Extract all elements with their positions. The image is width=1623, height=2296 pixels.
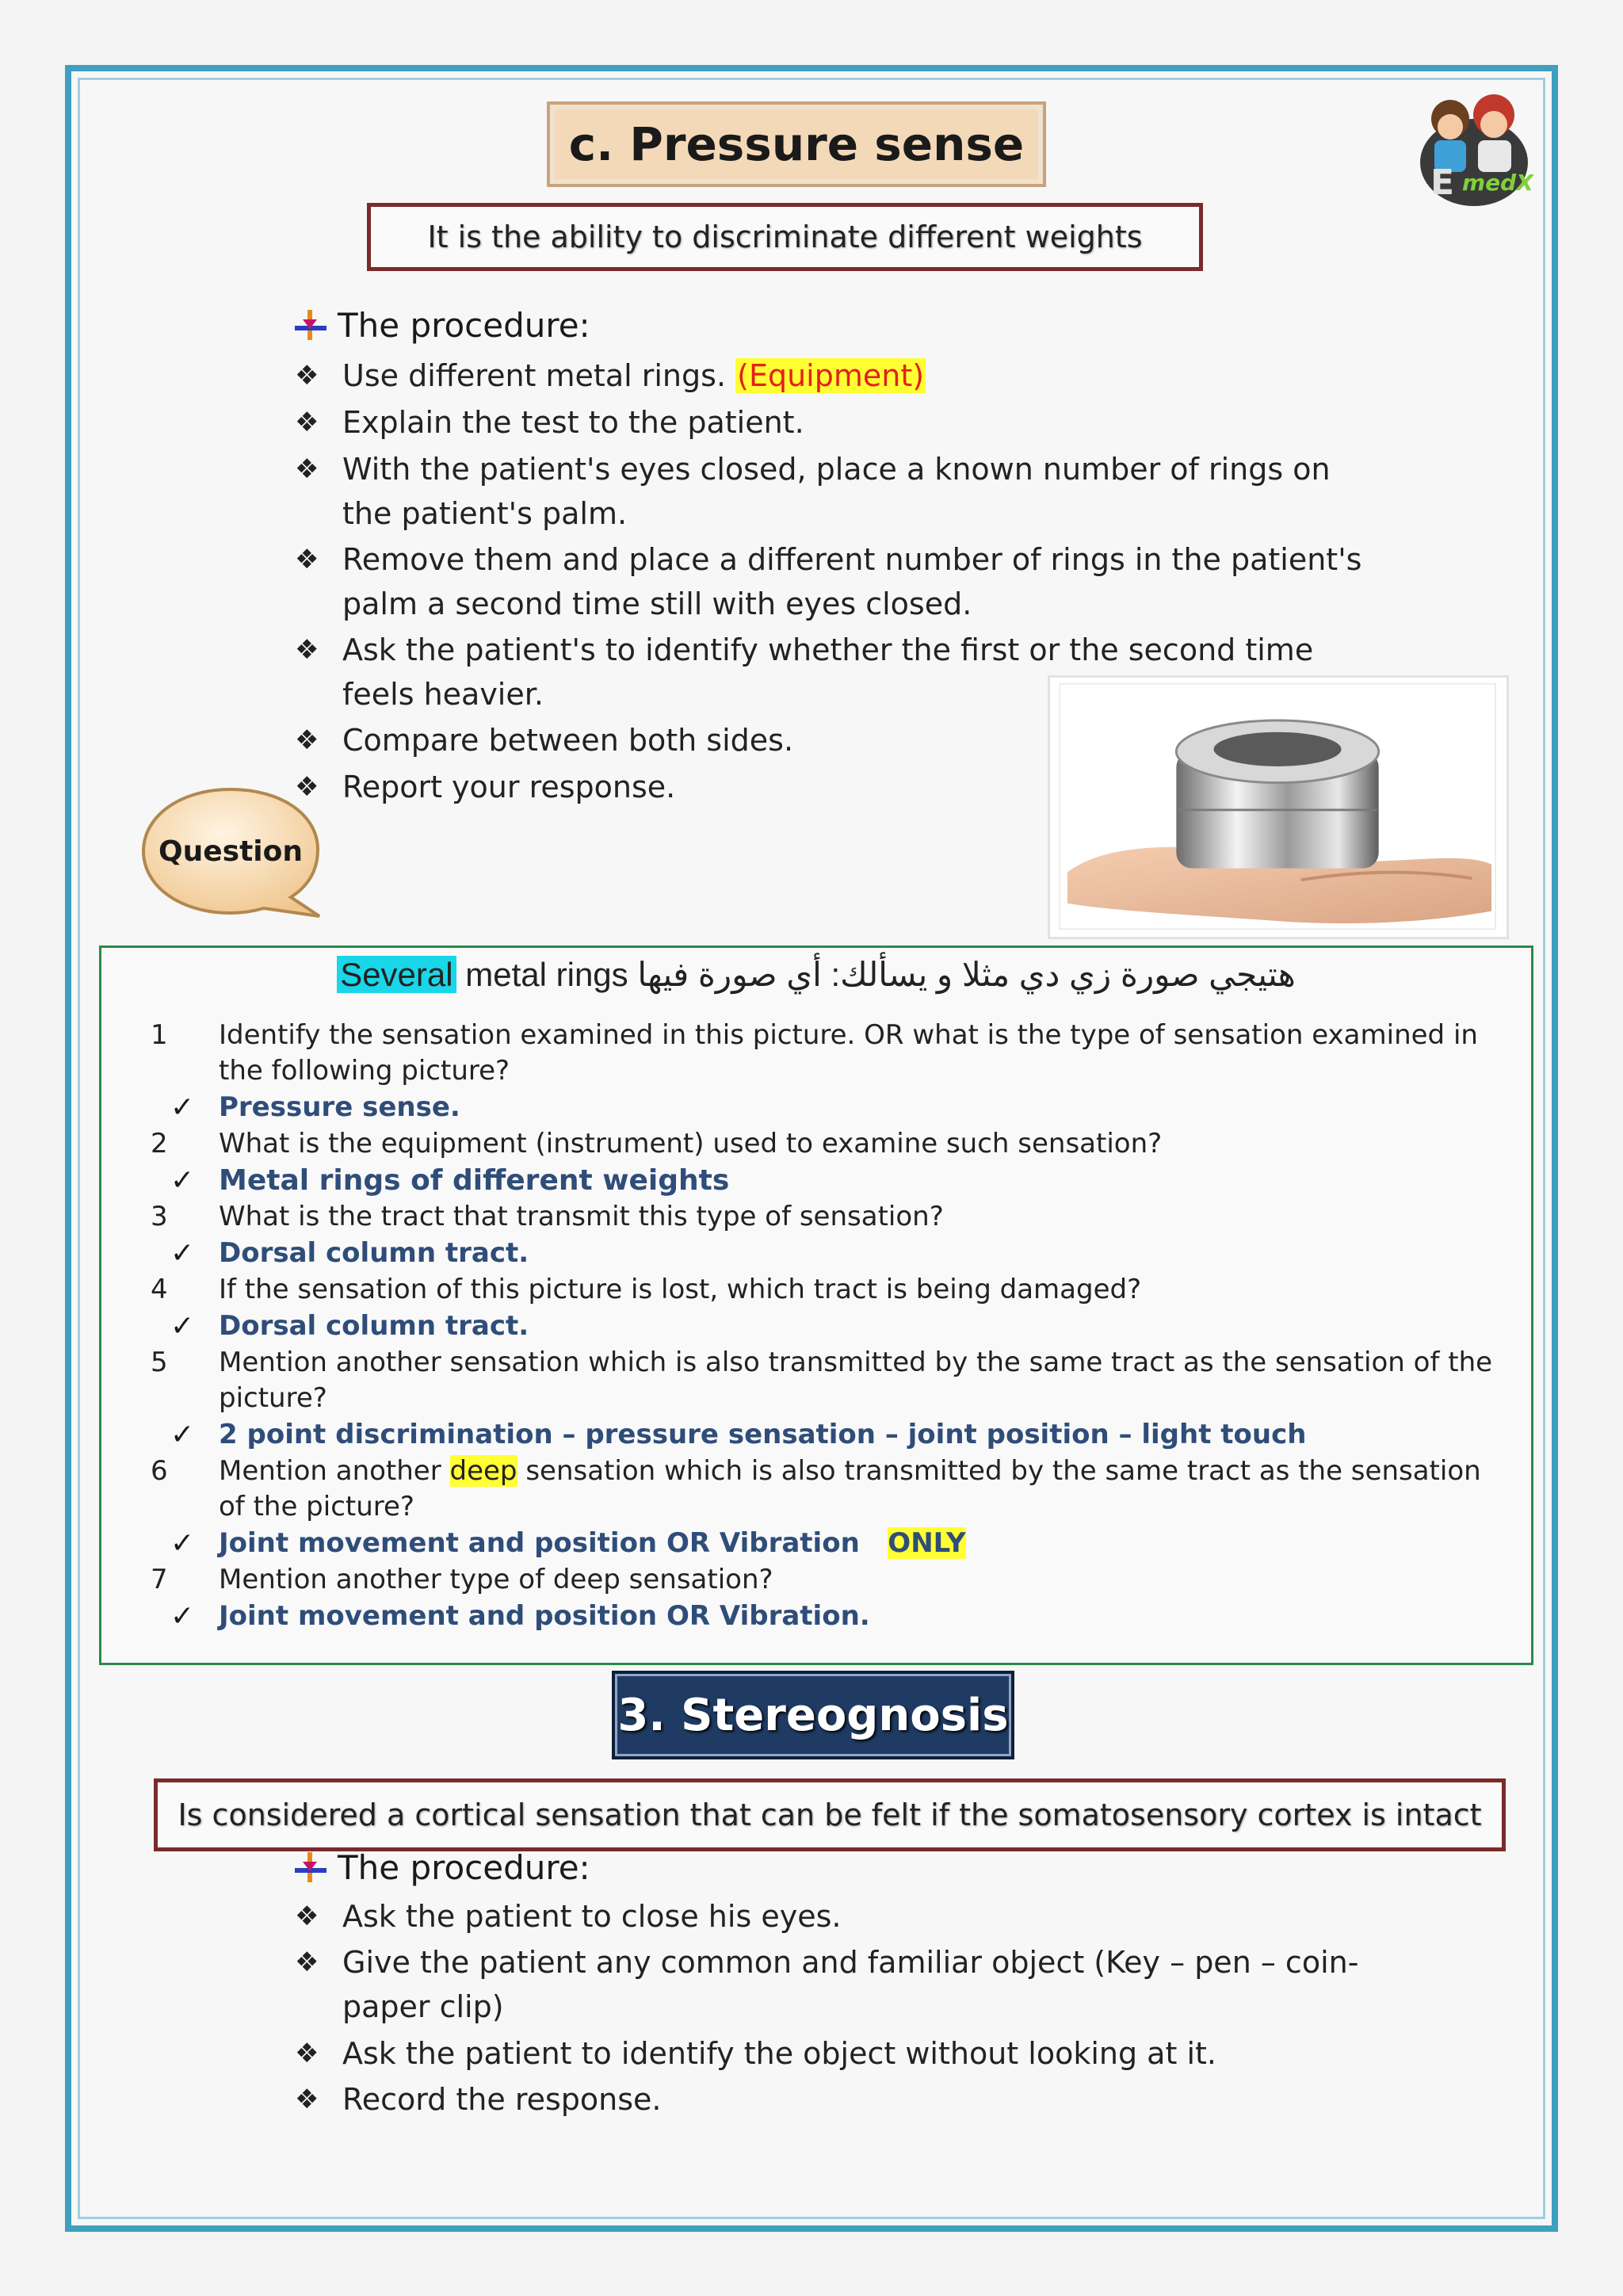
question-text: Mention another type of deep sensation? [219,1564,773,1595]
question-number: 7 [151,1564,168,1595]
question-text: If the sensation of this picture is lost, which tract is being damaged? [219,1274,1142,1305]
question-text-part: Mention another [219,1455,450,1487]
step-text: Explain the test to the patient. [342,405,804,440]
diamond-bullet-icon: ❖ [295,453,319,485]
metal-rings-photo [1048,675,1509,939]
list-item [295,2077,1388,2122]
check-icon: ✓ [170,1091,195,1124]
check-icon: ✓ [170,1527,195,1560]
diamond-bullet-icon: ❖ [295,2038,319,2069]
answer-text: Dorsal column tract. [219,1237,529,1269]
diamond-bullet-icon: ❖ [295,1901,319,1932]
list-item [295,718,1056,762]
svg-text:E: E [1430,162,1455,203]
step-text: Ask the patient's to identify whether the first or the second time feels heavier. [342,632,1314,712]
question-label: Question [158,835,303,868]
diamond-bullet-icon: ❖ [295,544,319,575]
medx-logo [1415,83,1533,214]
definition-text: Is considered a cortical sensation that can be felt if the somatosensory cortex is intact [178,1797,1482,1832]
diamond-bullet-icon: ❖ [295,360,319,392]
questions-title-rest: metal rings [456,956,628,993]
question-text-part: sensation which is also transmitted by the same tract as the sensation of the picture? [219,1455,1481,1522]
question-text: Identify the sensation examined in this picture. OR what is the type of sensation examined in the following picture? [219,1019,1478,1087]
equipment-highlight: (Equipment) [737,358,925,393]
check-icon: ✓ [170,1419,195,1451]
question-number: 5 [151,1347,168,1378]
diamond-bullet-icon: ❖ [295,634,319,666]
list-item [295,1894,1388,1939]
questions-title [99,955,1533,994]
step-text: Ask the patient to close his eyes. [342,1899,842,1934]
step-text: Remove them and place a different number of rings in the patient's palm a second time still with eyes closed. [342,542,1362,621]
procedure-heading [293,1848,590,1887]
check-icon: ✓ [170,1310,195,1343]
question-number: 3 [151,1201,168,1232]
procedure-heading-text: The procedure: [338,306,590,345]
list-item [295,537,1404,626]
list-item [295,400,1388,445]
procedure-arrow-icon [293,1851,328,1885]
check-icon: ✓ [170,1164,195,1197]
diamond-bullet-icon: ❖ [295,407,319,438]
question-number: 1 [151,1019,168,1051]
question-text [219,1454,1503,1525]
check-icon: ✓ [170,1600,195,1633]
step-text: Ask the patient to identify the object without looking at it. [342,2036,1216,2071]
definition-box [367,203,1203,271]
diamond-bullet-icon: ❖ [295,1946,319,1978]
only-highlight: ONLY [888,1527,966,1559]
procedure-arrow-icon [293,308,328,343]
list-item [295,2031,1388,2076]
step-text: Report your response. [342,770,676,804]
answer-text [219,1526,966,1561]
answer-text: Metal rings of different weights [219,1164,730,1197]
step-text: With the patient's eyes closed, place a known number of rings on the patient's palm. [342,452,1331,531]
procedure-heading-text: The procedure: [338,1848,590,1887]
section-title-pressure-sense [547,101,1046,187]
deep-highlight: deep [449,1455,517,1487]
question-bubble-icon [139,785,323,921]
definition-text: It is the ability to discriminate different weights [427,220,1143,254]
section-title-text: c. Pressure sense [568,117,1025,171]
list-item [295,353,1388,398]
question-text: Mention another sensation which is also transmitted by the same tract as the sensation of the picture? [219,1347,1493,1414]
list-item [295,765,1056,809]
list-item [295,447,1373,536]
questions-title-arabic: هتيجي صورة زي دي مثلا و يسألك: أي صورة فيها [637,956,1296,993]
answer-text: 2 point discrimination – pressure sensation – joint position – light touch [219,1419,1307,1450]
step-text: Use different metal rings. [342,358,727,393]
answer-text: Pressure sense. [219,1091,460,1123]
step-text: Record the response. [342,2082,662,2117]
svg-text:medX: medX [1462,170,1533,196]
section-title-stereognosis [612,1671,1014,1759]
question-number: 4 [151,1274,168,1305]
diamond-bullet-icon: ❖ [295,724,319,756]
diamond-bullet-icon: ❖ [295,771,319,803]
answer-text: Joint movement and position OR Vibration. [219,1600,870,1632]
definition-box [154,1778,1506,1851]
step-text: Give the patient any common and familiar object (Key – pen – coin-paper clip) [342,1945,1359,2024]
section-title-text: 3. Stereognosis [617,1689,1009,1741]
question-number: 2 [151,1128,168,1159]
diamond-bullet-icon: ❖ [295,2084,319,2115]
step-text: Compare between both sides. [342,723,794,758]
question-text: What is the equipment (instrument) used to examine such sensation? [219,1128,1163,1159]
questions-title-highlight: Several [337,956,456,993]
question-text: What is the tract that transmit this type of sensation? [219,1201,944,1232]
answer-text-part: Joint movement and position OR Vibration [219,1527,860,1559]
question-number: 6 [151,1455,168,1487]
check-icon: ✓ [170,1237,195,1270]
list-item [295,1940,1373,2029]
answer-text: Dorsal column tract. [219,1310,529,1342]
procedure-heading [293,306,590,345]
